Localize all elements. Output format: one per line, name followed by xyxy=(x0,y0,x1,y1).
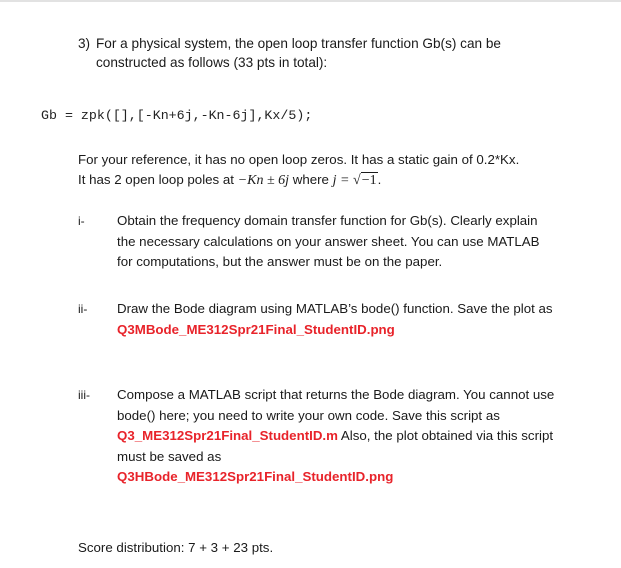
radical-sign: √ xyxy=(353,172,361,188)
problem-heading xyxy=(78,34,558,72)
item-text: Obtain the frequency domain transfer function for Gb(s). Clearly explain the necessary calculations on your answer sheet. You can use MATLAB for computations, but the answer must be on the paper. xyxy=(117,213,540,269)
reference-paragraph xyxy=(78,150,568,190)
item-body xyxy=(117,299,558,340)
filename-png: Q3HBode_ME312Spr21Final_StudentID.png xyxy=(117,469,394,484)
problem-text-line1: For a physical system, the open loop transfer function Gb(s) can be xyxy=(96,36,501,51)
filename-png: Q3MBode_ME312Spr21Final_StudentID.png xyxy=(117,321,395,337)
score-distribution: Score distribution: 7 + 3 + 23 pts. xyxy=(78,540,274,555)
j-variable: j xyxy=(332,172,337,188)
item-label: i- xyxy=(78,214,85,228)
poles-math: −Kn ± 6j xyxy=(237,172,290,188)
equals-sign: = xyxy=(336,172,353,188)
reference-period: . xyxy=(377,171,382,187)
item-text-mid: Also, the plot obtained via this script must be saved as xyxy=(117,428,554,464)
sqrt-expression xyxy=(353,171,378,191)
item-label: iii- xyxy=(78,388,90,402)
top-divider xyxy=(0,0,621,2)
matlab-code-line: Gb = zpk([],[-Kn+6j,-Kn-6j],Kx/5); xyxy=(41,108,313,123)
item-body xyxy=(117,385,558,488)
item-text: Draw the Bode diagram using MATLAB’s bode() function. Save the plot as xyxy=(117,301,553,316)
item-i xyxy=(78,211,558,273)
radicand: −1 xyxy=(361,172,377,188)
reference-line1: For your reference, it has no open loop zeros. It has a static gain of 0.2*Kx. xyxy=(78,152,520,167)
problem-text-line2: constructed as follows (33 pts in total): xyxy=(96,55,328,70)
reference-line2-mid: where xyxy=(289,171,333,187)
filename-m-script: Q3_ME312Spr21Final_StudentID.m xyxy=(117,428,338,443)
problem-number: 3) xyxy=(78,36,91,51)
item-label: ii- xyxy=(78,302,88,316)
item-iii xyxy=(78,385,558,488)
item-text: Compose a MATLAB script that returns the Bode diagram. You cannot use bode() here; you need to write your own code. Save this script as xyxy=(117,387,555,423)
item-ii xyxy=(78,299,558,340)
reference-line2-prefix: It has 2 open loop poles at xyxy=(78,171,238,187)
